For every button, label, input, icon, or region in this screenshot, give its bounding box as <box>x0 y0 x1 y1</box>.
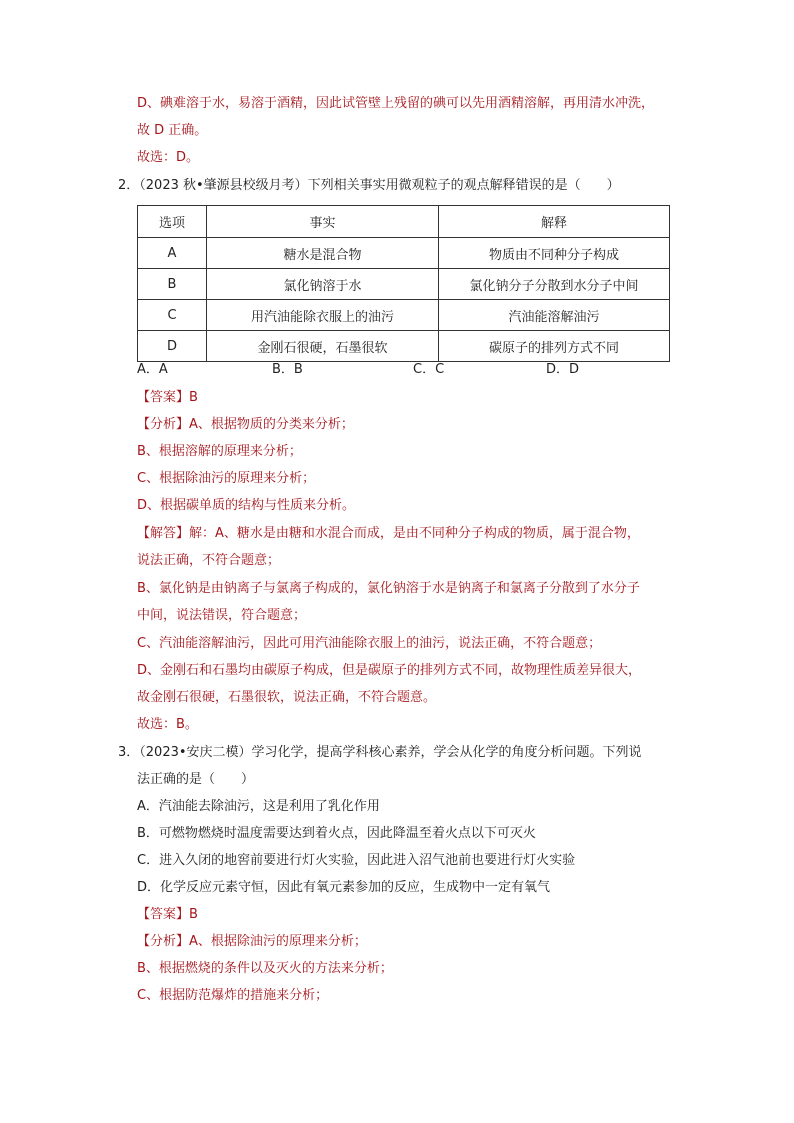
analysis-line: C、根据防范爆炸的措施来分析； <box>137 988 329 1003</box>
table-row <box>138 331 670 362</box>
table-cell: B <box>138 269 207 300</box>
table-row <box>138 300 670 331</box>
table-cell: 汽油能溶解油污 <box>439 300 670 331</box>
solution-line: C、汽油能溶解油污，因此可用汽油能除衣服上的油污，说法正确，不符合题意； <box>137 636 602 651</box>
solution-line: B、氯化钠是由钠离子与氯离子构成的，氯化钠溶于水是钠离子和氯离子分散到了水分子 <box>137 581 640 596</box>
analysis-line <box>137 932 367 952</box>
option-a: A．A <box>137 362 168 377</box>
table-cell: 物质由不同种分子构成 <box>439 238 670 269</box>
table-cell: 碳原子的排列方式不同 <box>439 331 670 362</box>
analysis-text: A、根据除油污的原理来分析； <box>189 934 367 949</box>
table-cell: A <box>138 238 207 269</box>
option-b: B．B <box>272 362 303 377</box>
table-cell: 用汽油能除衣服上的油污 <box>207 300 439 331</box>
answer-line <box>137 905 198 925</box>
analysis-line: C、根据除油污的原理来分析； <box>137 471 316 486</box>
analysis-tag: 【分析】 <box>137 934 190 949</box>
question-2-stem <box>118 176 620 196</box>
question-number: 3． <box>118 745 140 760</box>
answer-value: B <box>189 390 198 405</box>
answer-tag: 【答案】 <box>137 907 190 922</box>
table-row <box>138 238 670 269</box>
option-a: A．汽油能去除油污，这是利用了乳化作用 <box>137 799 380 814</box>
table-cell: 金刚石很硬，石墨很软 <box>207 331 439 362</box>
answer-line <box>137 388 198 408</box>
table-header-cell: 事实 <box>207 206 439 238</box>
question-text: （2023 秋•肇源县校级月考）下列相关事实用微观粒子的观点解释错误的是（ ） <box>139 178 620 193</box>
solution-line: 中间，说法错误，符合题意； <box>137 608 307 623</box>
question-2-table <box>137 205 670 362</box>
option-c: C．进入久闭的地窖前要进行灯火实验，因此进入沼气池前也要进行灯火实验 <box>137 853 576 868</box>
table-row <box>138 269 670 300</box>
solution-line <box>137 524 640 544</box>
question-3-stem <box>118 743 642 763</box>
analysis-tag: 【分析】 <box>137 417 190 432</box>
option-d: D．化学反应元素守恒，因此有氧元素参加的反应，生成物中一定有氧气 <box>137 880 551 895</box>
prev-solution-line-1: D、碘难溶于水，易溶于酒精，因此试管壁上残留的碘可以先用酒精溶解，再用清水冲洗， <box>137 96 655 111</box>
option-b: B．可燃物燃烧时温度需要达到着火点，因此降温至着火点以下可灭火 <box>137 826 536 841</box>
choice-line: 故选：B。 <box>137 717 198 732</box>
analysis-line <box>137 415 354 435</box>
solution-line: 故金刚石很硬，石墨很软，说法正确，不符合题意。 <box>137 690 437 705</box>
solution-text: 解：A、糖水是由糖和水混合而成，是由不同种分子构成的物质，属于混合物， <box>189 526 640 541</box>
question-number: 2． <box>118 178 140 193</box>
solution-tag: 【解答】 <box>137 526 190 541</box>
table-cell: C <box>138 300 207 331</box>
answer-value: B <box>189 907 198 922</box>
table-header-row <box>138 206 670 238</box>
option-c: C．C <box>413 362 445 377</box>
table-cell: 氯化钠分子分散到水分子中间 <box>439 269 670 300</box>
prev-solution-line-2: 故 D 正确。 <box>137 123 208 138</box>
question-text: （2023•安庆二模）学习化学，提高学科核心素养，学会从化学的角度分析问题。下列说 <box>139 745 642 760</box>
table-header-cell: 选项 <box>138 206 207 238</box>
solution-line: D、金刚石和石墨均由碳原子构成，但是碳原子的排列方式不同，故物理性质差异很大， <box>137 663 642 678</box>
table-cell: D <box>138 331 207 362</box>
table-cell: 糖水是混合物 <box>207 238 439 269</box>
question-3-stem-cont: 法正确的是（ ） <box>137 772 255 787</box>
analysis-text: A、根据物质的分类来分析； <box>189 417 354 432</box>
question-2-options <box>137 360 697 380</box>
prev-choice: 故选：D。 <box>137 150 200 165</box>
solution-line: 说法正确，不符合题意； <box>137 553 281 568</box>
analysis-line: B、根据燃烧的条件以及灭火的方法来分析； <box>137 961 393 976</box>
table-header-cell: 解释 <box>439 206 670 238</box>
analysis-line: B、根据溶解的原理来分析； <box>137 444 302 459</box>
analysis-line: D、根据碳单质的结构与性质来分析。 <box>137 498 356 513</box>
answer-tag: 【答案】 <box>137 390 190 405</box>
table-cell: 氯化钠溶于水 <box>207 269 439 300</box>
option-d: D．D <box>546 362 580 377</box>
